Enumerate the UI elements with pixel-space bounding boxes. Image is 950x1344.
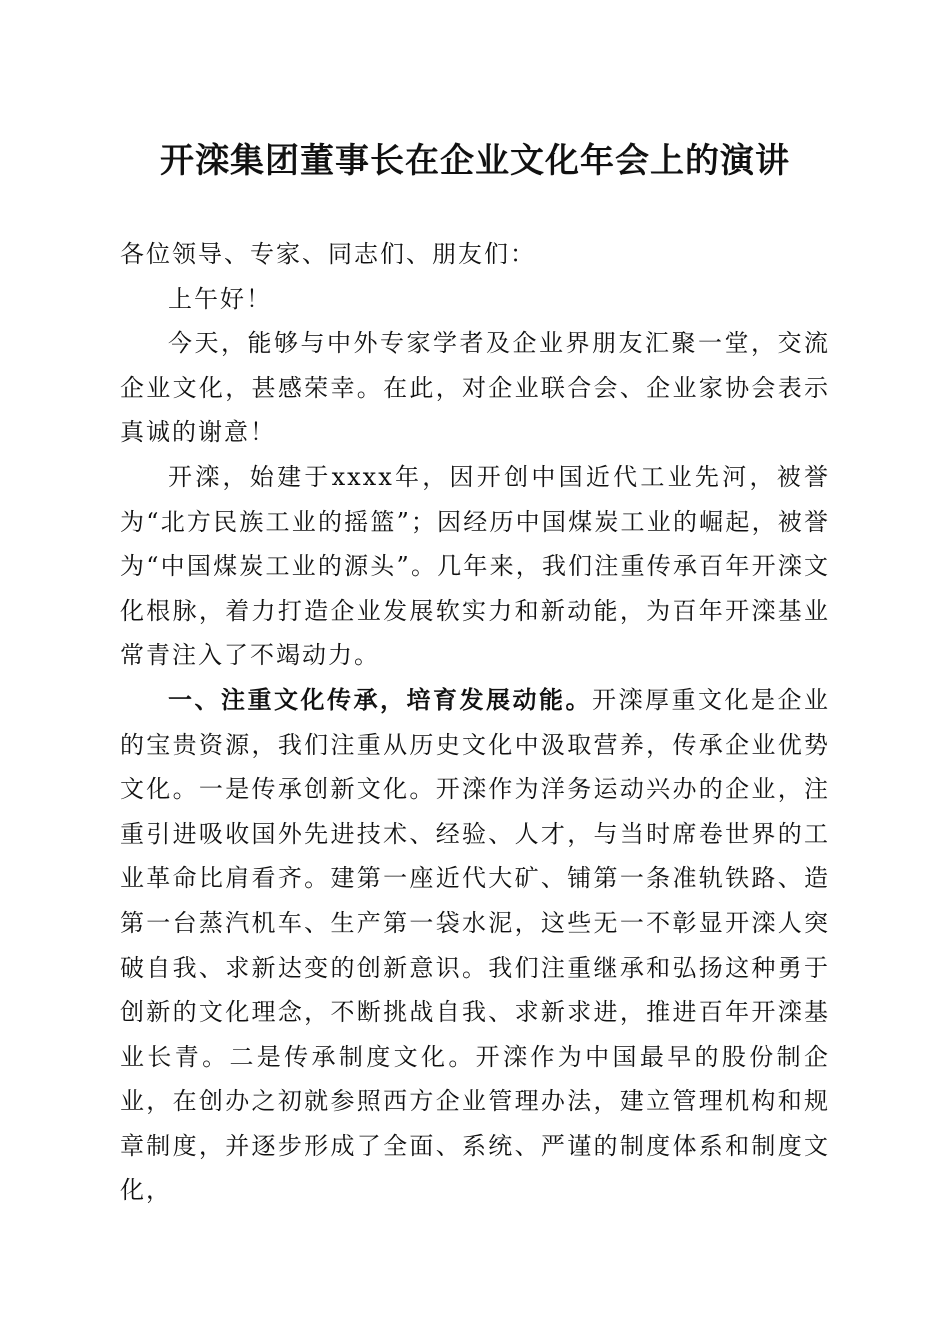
document-title: 开滦集团董事长在企业文化年会上的演讲	[160, 141, 790, 181]
section-one-heading: 一、注重文化传承，培育发展动能。	[168, 685, 592, 714]
paragraph-intro: 今天，能够与中外专家学者及企业界朋友汇聚一堂，交流企业文化，甚感荣幸。在此，对企业联合会、企业家协会表示真诚的谢意！	[120, 329, 830, 447]
paragraph-section-one	[120, 678, 830, 1213]
paragraph-history: 开滦，始建于xxxx年，因开创中国近代工业先河，被誉为“北方民族工业的摇篮”；因经历中国煤炭工业的崛起，被誉为“中国煤炭工业的源头”。几年来，我们注重传承百年开滦文化根脉，着力打造企业发展软实力和新动能，为百年开滦基业常青注入了不竭动力。	[120, 462, 830, 670]
document-body	[120, 232, 830, 1213]
salutation: 各位领导、专家、同志们、朋友们：	[120, 240, 536, 268]
greeting: 上午好！	[168, 284, 272, 313]
section-one-text: 开滦厚重文化是企业的宝贵资源，我们注重从历史文化中汲取营养，传承企业优势文化。一是传承创新文化。开滦作为洋务运动兴办的企业，注重引进吸收国外先进技术、经验、人才，与当时席卷世界的工业革命比肩看齐。建第一座近代大矿、铺第一条准轨铁路、造第一台蒸汽机车、生产第一袋水泥，这些无一不彰显开滦人突破自我、求新达变的创新意识。我们注重继承和弘扬这种勇于创新的文化理念，不断挑战自我、求新求进，推进百年开滦基业长青。二是传承制度文化。开滦作为中国最早的股份制企业，在创办之初就参照西方企业管理办法，建立管理机构和规章制度，并逐步形成了全面、系统、严谨的制度体系和制度文化，	[120, 685, 830, 1205]
